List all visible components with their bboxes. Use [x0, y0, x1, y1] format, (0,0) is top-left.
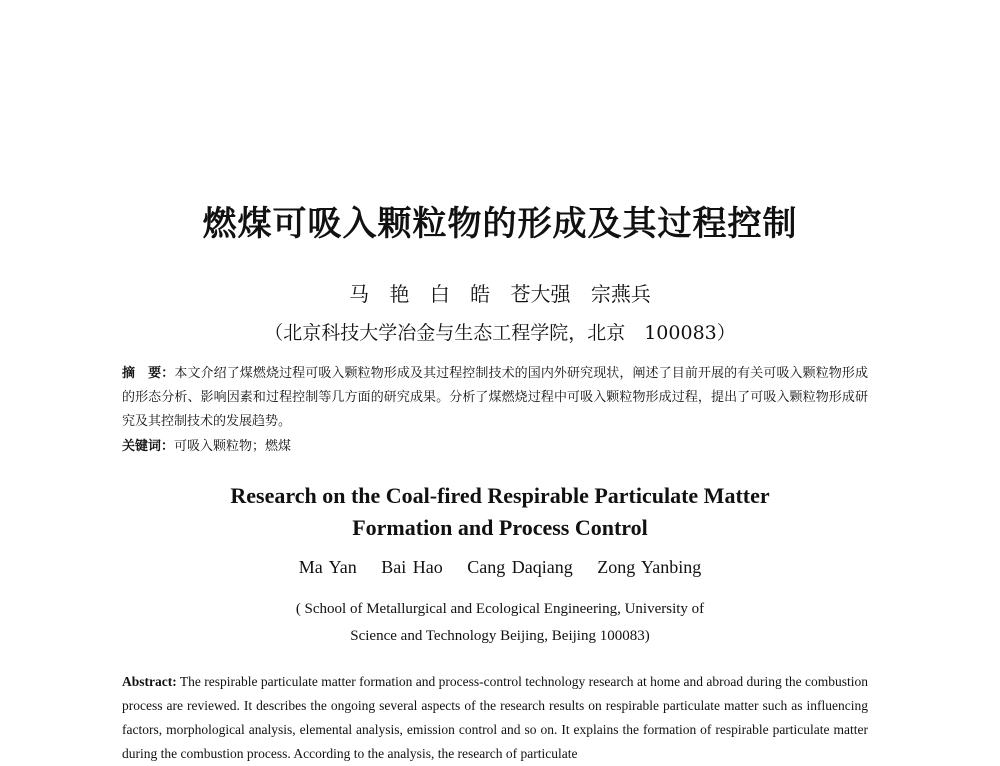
author: 宗燕兵 [590, 282, 651, 306]
english-title-line: Research on the Coal-fired Respirable Particulate Matter [230, 483, 770, 508]
chinese-title: 燃煤可吸入颗粒物的形成及其过程控制 [202, 204, 798, 244]
chinese-keywords [122, 436, 868, 458]
chinese-abstract [122, 362, 868, 434]
author: 苍大强 [510, 282, 571, 306]
abstract-text: 本文介绍了煤燃烧过程可吸入颗粒物形成及其过程控制技术的国内外研究现状，阐述了目前开展的有关可吸入颗粒物形成的形态分析、影响因素和过程控制等几方面的研究成果。分析了煤燃烧过程中可吸入颗粒物形成过程，提出了可吸入颗粒物形成研究及其控制技术的发展趋势。 [122, 366, 868, 429]
chinese-authors [0, 278, 1000, 307]
english-title-line: Formation and Process Control [352, 515, 648, 540]
abstract-text: The respirable particulate matter formation and process-control technology research at home and abroad during the combustion process are reviewed. It describes the ongoing several aspects of the research results on respirable particulate matter such as influencing factors, morphological analysis, elemental analysis, emission control and so on. It explains the formation of respirable particulate matter during the combustion process. According to the analysis, the research of particulate [122, 674, 868, 761]
author: Bai Hao [381, 557, 443, 577]
affiliation-line: ( School of Metallurgical and Ecological Engineering, University of [295, 601, 705, 617]
english-affiliation [0, 596, 1000, 650]
abstract-label: Abstract: [122, 674, 177, 689]
author: 白 皓 [429, 282, 491, 306]
english-title [0, 480, 1000, 544]
affiliation-line: Science and Technology Beijing, Beijing 100083) [350, 628, 650, 644]
author: Zong Yanbing [597, 557, 702, 577]
chinese-affiliation: （北京科技大学冶金与生态工程学院，北京 100083） [264, 322, 736, 344]
abstract-label: 摘 要： [122, 366, 175, 381]
english-authors [0, 557, 1000, 578]
keywords-label: 关键词： [122, 439, 175, 454]
keywords-text: 可吸入颗粒物；燃煤 [174, 439, 292, 454]
author: Cang Daqiang [467, 557, 573, 577]
english-abstract [122, 670, 868, 766]
author: 马 艳 [349, 282, 410, 306]
author: Ma Yan [298, 557, 357, 577]
